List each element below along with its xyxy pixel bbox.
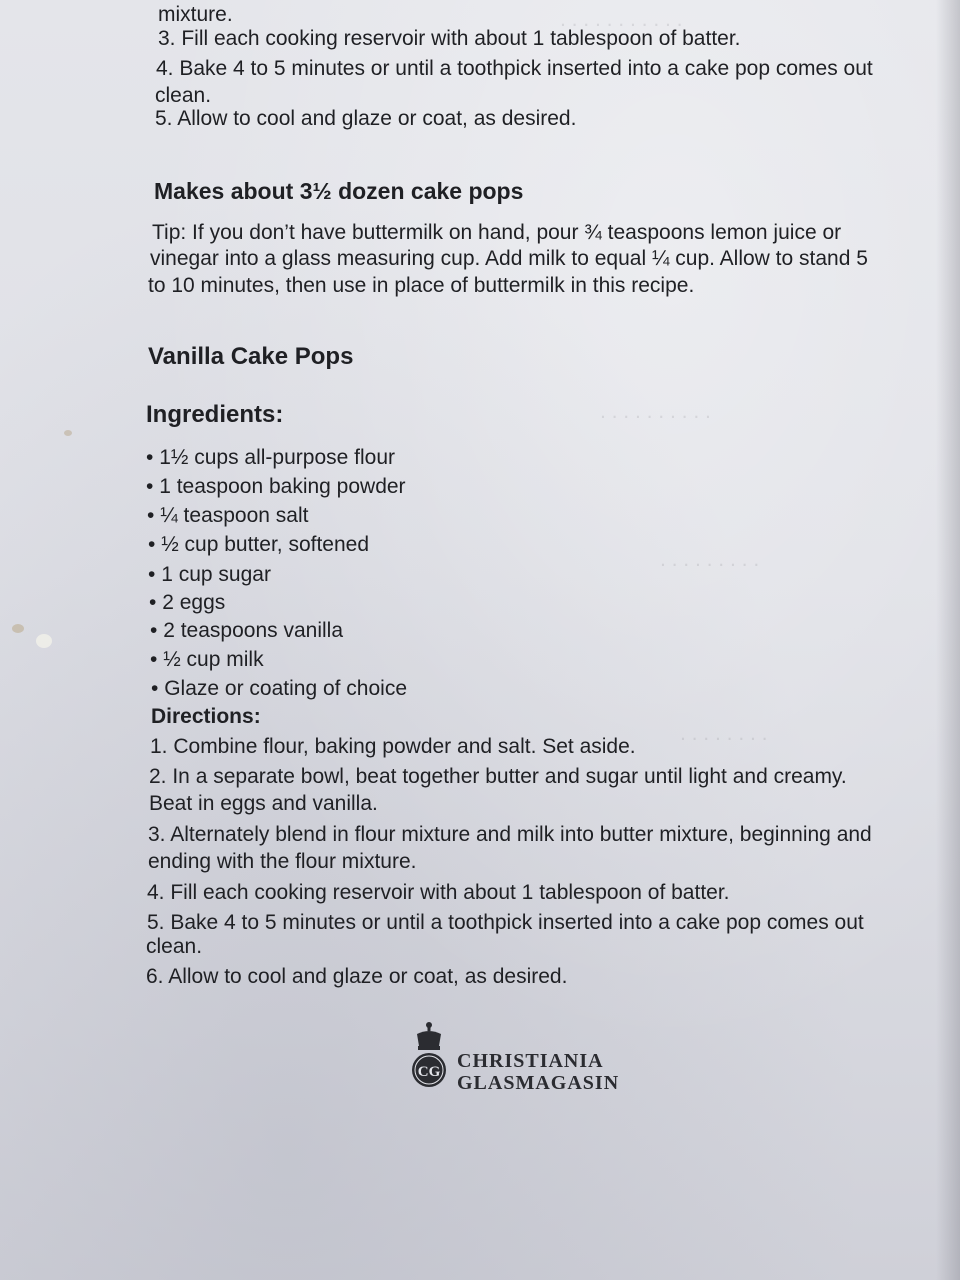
logo-monogram: CG — [417, 1064, 441, 1080]
bleed-through-text: . . . . . . . . . . . — [560, 8, 683, 31]
ingredient-text: 2 eggs — [162, 591, 226, 614]
ingredient-text: 1½ cups all-purpose flour — [159, 446, 396, 469]
logo-line-1: CHRISTIANIA — [457, 1050, 604, 1072]
bullet: • — [146, 446, 154, 469]
bleed-through-text: . . . . . . . . — [680, 722, 768, 745]
direction-line: 4. Fill each cooking reservoir with about 1 tablespoon of batter. — [147, 881, 730, 904]
ingredient-text: ½ cup butter, softened — [161, 533, 370, 556]
ingredient-item — [146, 474, 406, 500]
bullet: • — [146, 475, 154, 498]
ingredient-text: 2 teaspoons vanilla — [163, 619, 343, 642]
crown-monogram-icon — [405, 1020, 453, 1090]
bullet: • — [148, 563, 156, 586]
ingredient-text: 1 cup sugar — [161, 563, 271, 586]
ingredient-text: ¼ teaspoon salt — [160, 504, 309, 527]
tip-line: Tip: If you don’t have buttermilk on hand, pour ¾ teaspoons lemon juice or — [152, 221, 842, 244]
yield-heading: Makes about 3½ dozen cake pops — [154, 178, 524, 204]
ingredient-item — [151, 676, 407, 702]
direction-line: 4. Bake 4 to 5 minutes or until a toothpick inserted into a cake pop comes out — [156, 57, 873, 80]
direction-line: ending with the flour mixture. — [148, 850, 417, 873]
direction-line: mixture. — [158, 3, 233, 26]
direction-line: Beat in eggs and vanilla. — [149, 792, 378, 815]
ingredient-item — [148, 532, 369, 558]
bleed-through-text: . . . . . . . . . . — [600, 400, 711, 423]
ingredient-item — [147, 503, 308, 529]
ingredient-item — [148, 562, 271, 588]
paper-edge-shadow — [936, 0, 960, 1280]
direction-line: 2. In a separate bowl, beat together butter and sugar until light and creamy. — [149, 765, 847, 788]
ingredient-text: Glaze or coating of choice — [164, 677, 408, 700]
ingredients-heading: Ingredients: — [146, 401, 284, 428]
recipe-title: Vanilla Cake Pops — [148, 343, 354, 370]
bullet: • — [151, 677, 159, 700]
christiania-glasmagasin-logo — [405, 1020, 635, 1100]
direction-line: 3. Alternately blend in flour mixture and milk into butter mixture, beginning and — [148, 823, 872, 846]
ingredient-text: ½ cup milk — [163, 648, 264, 671]
direction-line: 3. Fill each cooking reservoir with about 1 tablespoon of batter. — [158, 27, 741, 50]
directions-heading: Directions: — [151, 705, 261, 728]
bullet: • — [150, 619, 158, 642]
paper-stain — [36, 634, 52, 648]
direction-line: 5. Allow to cool and glaze or coat, as desired. — [155, 107, 577, 130]
ingredient-item — [150, 647, 264, 673]
ingredient-item — [150, 618, 343, 644]
ingredient-item — [146, 445, 395, 471]
ingredient-item — [149, 590, 225, 616]
direction-line: clean. — [155, 84, 212, 107]
bullet: • — [149, 591, 157, 614]
ingredient-text: 1 teaspoon baking powder — [159, 475, 406, 498]
tip-line: to 10 minutes, then use in place of buttermilk in this recipe. — [148, 274, 695, 297]
direction-line: clean. — [146, 935, 203, 958]
logo-line-2: GLASMAGASIN — [457, 1072, 620, 1094]
direction-line: 1. Combine flour, baking powder and salt. Set aside. — [150, 735, 636, 758]
tip-line: vinegar into a glass measuring cup. Add milk to equal ¼ cup. Allow to stand 5 — [150, 247, 868, 270]
bullet: • — [148, 533, 156, 556]
direction-line: 6. Allow to cool and glaze or coat, as desired. — [146, 965, 568, 988]
bleed-through-text: . . . . . . . . . — [660, 548, 760, 571]
paper-stain — [12, 624, 24, 633]
paper-stain — [64, 430, 72, 436]
bullet: • — [147, 504, 155, 527]
direction-line: 5. Bake 4 to 5 minutes or until a toothpick inserted into a cake pop comes out — [147, 911, 864, 934]
bullet: • — [150, 648, 158, 671]
